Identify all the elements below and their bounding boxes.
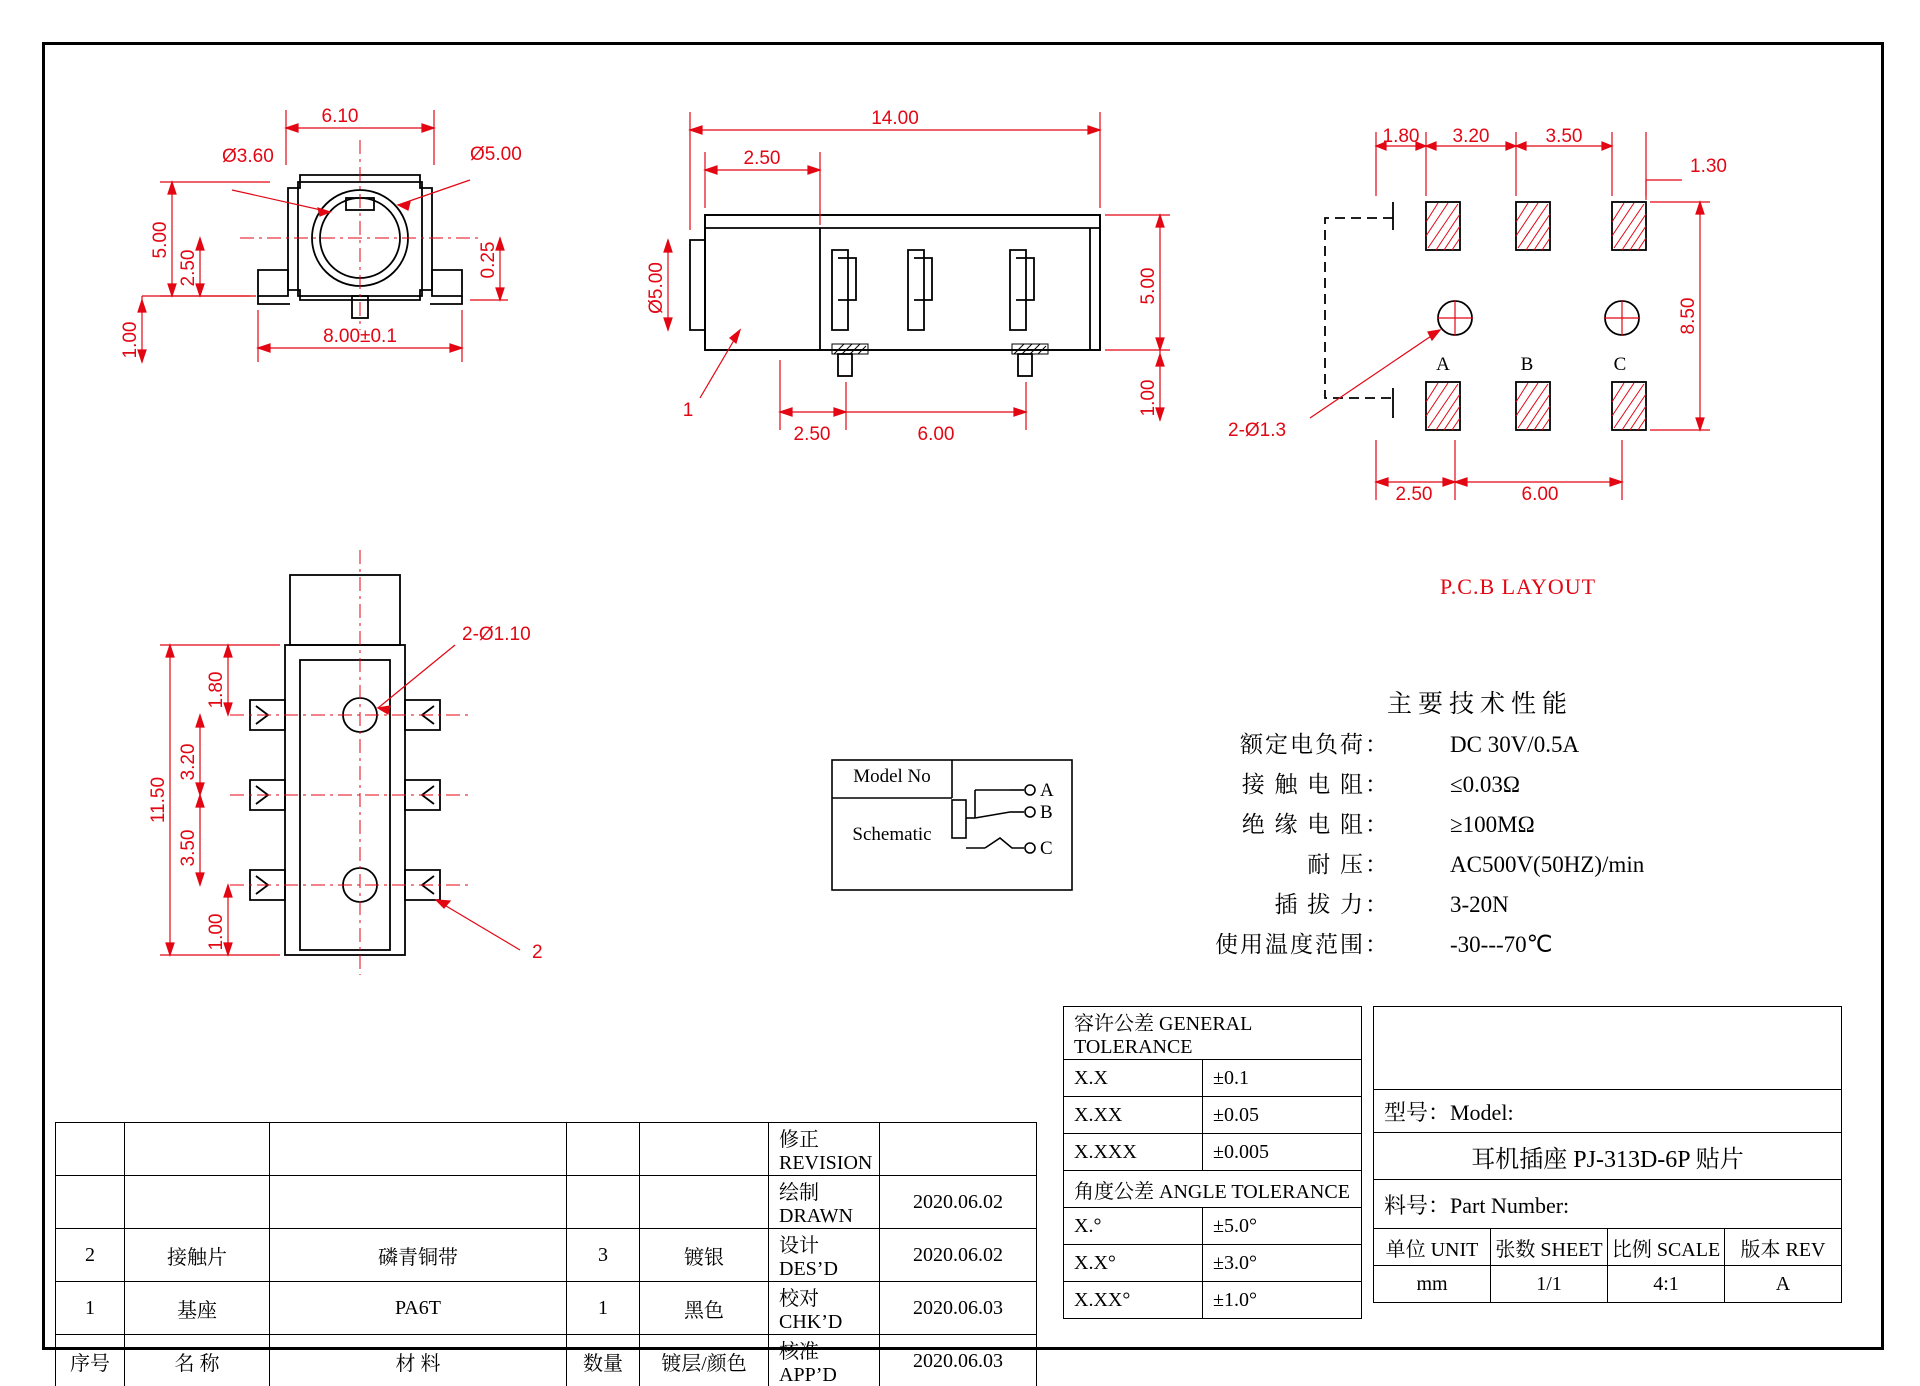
bom-empty-4	[567, 1123, 640, 1176]
tolerance-val-0: ±0.1	[1203, 1060, 1362, 1097]
tolerance-angle-key-0: X.°	[1064, 1208, 1203, 1245]
dim-1.80-top: 1.80	[206, 671, 227, 709]
tolerance-angle-key-2: X.XX°	[1064, 1282, 1203, 1319]
table-row	[1374, 1133, 1842, 1180]
dim-1.80-pcb: 1.80	[1382, 126, 1420, 147]
revision-row-0-date: 2020.06.02	[880, 1176, 1037, 1229]
spec-title: 主要技术性能	[1386, 691, 1574, 718]
leader-2-top: 2	[532, 942, 543, 963]
dim-d3.60: Ø3.60	[222, 146, 274, 167]
table-row	[1374, 1007, 1842, 1090]
bom-header-finish: 镀层/颜色	[640, 1335, 769, 1386]
dim-2-d1.10: 2-Ø1.10	[462, 624, 531, 645]
spec-val-2: ≥100MΩ	[1450, 812, 1535, 837]
dim-8.50-pcb: 8.50	[1678, 297, 1699, 335]
dim-0.25: 0.25	[478, 241, 499, 279]
model-value: 耳机插座 PJ-313D-6P 贴片	[1374, 1133, 1842, 1180]
spec-val-3: AC500V(50HZ)/min	[1450, 852, 1645, 877]
table-row	[1064, 1007, 1362, 1060]
spec-val-0: DC 30V/0.5A	[1450, 732, 1580, 757]
tolerance-table	[1063, 1006, 1362, 1319]
pcb-layout-title: P.C.B LAYOUT	[1440, 574, 1597, 599]
leader-1-side: 1	[682, 400, 694, 421]
tolerance-key-0: X.X	[1064, 1060, 1203, 1097]
dim-d5.00-front: Ø5.00	[470, 144, 522, 165]
table-row	[56, 1229, 1037, 1282]
bom-empty-8	[270, 1176, 567, 1229]
part-number-label: 料号：Part Number:	[1374, 1180, 1842, 1229]
bom-empty-3	[270, 1123, 567, 1176]
tolerance-key-2: X.XXX	[1064, 1134, 1203, 1171]
spec-val-4: 3-20N	[1450, 892, 1509, 917]
revision-row-3-label: 核准 APP’D	[769, 1335, 880, 1386]
tolerance-val-2: ±0.005	[1203, 1134, 1362, 1171]
table-row	[1374, 1180, 1842, 1229]
title-block-table	[1373, 1006, 1842, 1303]
dim-14.00: 14.00	[871, 108, 919, 129]
tolerance-general-header: 容许公差 GENERAL TOLERANCE	[1064, 1007, 1362, 1060]
spec-key-3: 耐 压：	[1307, 852, 1390, 877]
bom-empty-2	[125, 1123, 270, 1176]
bom-header-qty: 数量	[567, 1335, 640, 1386]
bom-row-1-material: PA6T	[270, 1282, 567, 1335]
pcb-pad-c: C	[1613, 354, 1627, 375]
bom-empty-10	[640, 1176, 769, 1229]
table-row	[1064, 1208, 1362, 1245]
title-block-spacer	[1374, 1007, 1842, 1090]
dim-5.00-front: 5.00	[150, 221, 171, 259]
model-label: 型号：Model:	[1374, 1090, 1842, 1133]
table-row	[56, 1123, 1037, 1176]
bom-row-0-qty: 3	[567, 1229, 640, 1282]
bom-row-0-no: 2	[56, 1229, 125, 1282]
tolerance-angle-key-1: X.X°	[1064, 1245, 1203, 1282]
tolerance-key-1: X.XX	[1064, 1097, 1203, 1134]
revision-row-1-label: 设计 DES’D	[769, 1229, 880, 1282]
dim-3.20-top: 3.20	[178, 743, 199, 781]
tolerance-angle-val-1: ±3.0°	[1203, 1245, 1362, 1282]
revision-row-0-label: 绘制 DRAWN	[769, 1176, 880, 1229]
dim-2-d1.3: 2-Ø1.3	[1228, 420, 1287, 441]
spec-val-1: ≤0.03Ω	[1450, 772, 1520, 797]
revision-row-3-date: 2020.06.03	[880, 1335, 1037, 1386]
dim-3.50-pcb: 3.50	[1545, 126, 1583, 147]
dim-3.50-top: 3.50	[178, 829, 199, 867]
tolerance-angle-val-2: ±1.0°	[1203, 1282, 1362, 1319]
dim-5.00-side: 5.00	[1138, 267, 1159, 305]
bom-table	[55, 1122, 1037, 1386]
dim-6.00-pcb: 6.00	[1521, 484, 1559, 505]
unit-value: mm	[1374, 1266, 1491, 1303]
revision-row-2-label: 校对 CHK’D	[769, 1282, 880, 1335]
schematic-pin-b: B	[1040, 802, 1053, 823]
table-row	[1374, 1266, 1842, 1303]
rev-value: A	[1725, 1266, 1842, 1303]
revision-empty	[880, 1123, 1037, 1176]
table-row	[1064, 1097, 1362, 1134]
bom-empty-6	[56, 1176, 125, 1229]
spec-key-0: 额定电负荷：	[1240, 732, 1390, 757]
bom-empty-7	[125, 1176, 270, 1229]
bom-row-1-qty: 1	[567, 1282, 640, 1335]
table-row	[1064, 1134, 1362, 1171]
table-row	[56, 1176, 1037, 1229]
dim-3.20-pcb: 3.20	[1452, 126, 1490, 147]
spec-val-5: -30---70℃	[1450, 932, 1553, 957]
dim-1.30-pcb: 1.30	[1690, 156, 1727, 177]
bom-row-1-no: 1	[56, 1282, 125, 1335]
tolerance-angle-val-0: ±5.0°	[1203, 1208, 1362, 1245]
table-row	[1374, 1229, 1842, 1266]
pcb-pad-a: A	[1436, 354, 1450, 375]
tolerance-val-1: ±0.05	[1203, 1097, 1362, 1134]
dim-6.00-side: 6.00	[917, 424, 955, 445]
spec-key-5: 使用温度范围：	[1215, 932, 1390, 957]
rev-header: 版本 REV	[1725, 1229, 1842, 1266]
dim-6.10: 6.10	[321, 106, 359, 127]
bom-row-1-finish: 黑色	[640, 1282, 769, 1335]
scale-header: 比例 SCALE	[1608, 1229, 1725, 1266]
bom-header-name: 名 称	[125, 1335, 270, 1386]
table-row	[1064, 1282, 1362, 1319]
dim-2.50-side-top: 2.50	[743, 148, 781, 169]
dim-8.00: 8.00±0.1	[323, 326, 397, 347]
bom-empty-5	[640, 1123, 769, 1176]
bom-row-0-name: 接触片	[125, 1229, 270, 1282]
spec-key-4: 插 拔 力：	[1274, 892, 1390, 917]
bom-row-0-material: 磷青铜带	[270, 1229, 567, 1282]
bom-empty-9	[567, 1176, 640, 1229]
scale-value: 4:1	[1608, 1266, 1725, 1303]
dim-d5.00-side: Ø5.00	[646, 262, 667, 314]
revision-label: 修正 REVISION	[769, 1123, 880, 1176]
bom-empty-1	[56, 1123, 125, 1176]
schematic-model-no: Model No	[853, 766, 931, 787]
sheet-header: 张数 SHEET	[1491, 1229, 1608, 1266]
dim-2.50-pcb: 2.50	[1395, 484, 1433, 505]
schematic-pin-c: C	[1040, 838, 1053, 859]
dim-1.00-side: 1.00	[1138, 379, 1159, 417]
dim-2.50-side-bottom: 2.50	[793, 424, 831, 445]
table-row	[1064, 1060, 1362, 1097]
bom-header-material: 材 料	[270, 1335, 567, 1386]
table-row	[1064, 1245, 1362, 1282]
bom-header-no: 序号	[56, 1335, 125, 1386]
dim-1.00-top: 1.00	[206, 913, 227, 951]
table-row	[56, 1335, 1037, 1386]
dim-11.50: 11.50	[148, 776, 169, 824]
bom-row-0-finish: 镀银	[640, 1229, 769, 1282]
dim-2.50-front: 2.50	[178, 249, 199, 287]
table-row	[1374, 1090, 1842, 1133]
bom-row-1-name: 基座	[125, 1282, 270, 1335]
schematic-pin-a: A	[1040, 780, 1054, 801]
spec-key-1: 接 触 电 阻：	[1241, 772, 1390, 797]
dim-1.00-front: 1.00	[120, 321, 141, 359]
pcb-pad-b: B	[1520, 354, 1534, 375]
table-row	[56, 1282, 1037, 1335]
revision-row-1-date: 2020.06.02	[880, 1229, 1037, 1282]
table-row	[1064, 1171, 1362, 1208]
revision-row-2-date: 2020.06.03	[880, 1282, 1037, 1335]
schematic-label: Schematic	[852, 824, 932, 845]
unit-header: 单位 UNIT	[1374, 1229, 1491, 1266]
spec-key-2: 绝 缘 电 阻：	[1241, 812, 1390, 837]
sheet-value: 1/1	[1491, 1266, 1608, 1303]
tolerance-angle-header: 角度公差 ANGLE TOLERANCE	[1064, 1171, 1362, 1208]
